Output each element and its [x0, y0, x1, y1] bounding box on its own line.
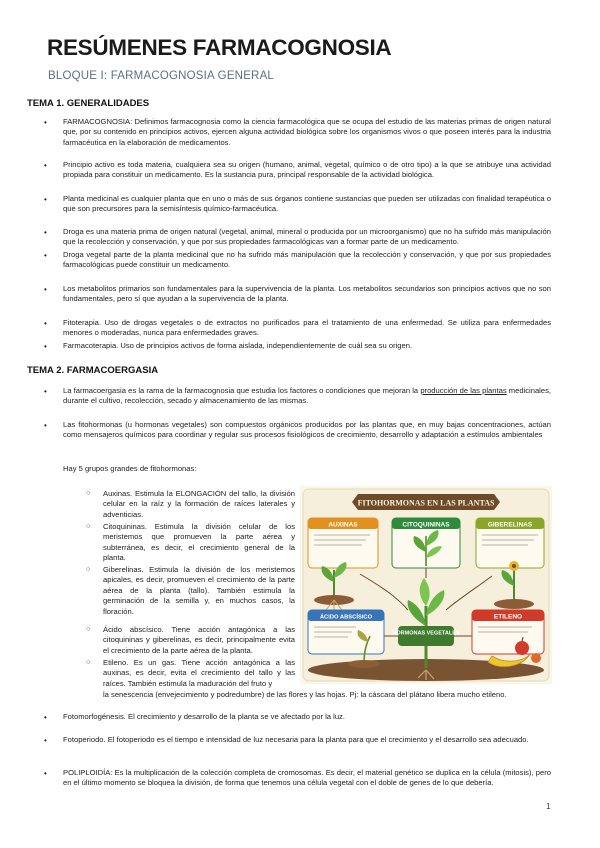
- bullet-marker: •: [44, 118, 47, 127]
- paragraph-principio-activo: Principio activo es toda materia, cualquiera sea su origen (humano, animal, vegetal, químico o de otro tipo) a la que se atribuye una actividad propiada para constituir un medicamento. Es la sustancia pura, principal responsable de la actividad biológica.: [63, 160, 551, 180]
- sub-bullet-marker: ○: [86, 523, 91, 530]
- paragraph-fitoterapia: Fitoterapia. Uso de drogas vegetales o de extractos no purificados para el tratamiento de una enfermedad. Se utiliza para enfermedades menores o moderadas, nunca para enfermedades graves.: [63, 318, 551, 338]
- figure-etileno-label: ETILENO: [493, 613, 523, 621]
- bullet-marker: •: [44, 228, 47, 237]
- sub-bullet-marker: ○: [86, 659, 91, 666]
- bullet-marker: •: [44, 713, 47, 722]
- sub-bullet-marker: ○: [86, 626, 91, 633]
- bullet-marker: •: [44, 195, 47, 204]
- paragraph-farmacoterapia: Farmacoterapia. Uso de principios activos de forma aislada, independientemente de cuál sea su origen.: [63, 341, 413, 350]
- farmacoergasia-underlined: producción de las plantas: [420, 386, 507, 395]
- sub-bullet-marker: ○: [86, 490, 91, 497]
- bullet-marker: •: [44, 161, 47, 170]
- bullet-marker: •: [44, 769, 47, 778]
- fitohormonas-illustration: [300, 486, 552, 684]
- paragraph-fotomorfogenesis: Fotomorfogénesis. El crecimiento y desarrollo de la planta se ve afectado por la luz.: [63, 712, 345, 721]
- bullet-marker: •: [44, 387, 47, 396]
- figure-giberelinas-label: GIBERELINAS: [487, 521, 533, 529]
- paragraph-fotoperiodo: Fotoperiodo. El fotoperiodo es el tiempo e intensidad de luz necesaria para la planta para que el crecimiento y el desarrollo sea adecuado.: [63, 735, 529, 744]
- bullet-marker: •: [44, 285, 47, 294]
- section-heading-tema2: TEMA 2. FARMACOERGASIA: [27, 365, 159, 376]
- document-subtitle: BLOQUE I: FARMACOGNOSIA GENERAL: [48, 70, 275, 82]
- document-title: RESÚMENES FARMACOGNOSIA: [47, 35, 392, 60]
- farmacoergasia-text-a: La farmacoergasia es la rama de la farmacognosia que estudia los factores o condiciones que mejoran la: [63, 386, 421, 395]
- section-heading-tema1: TEMA 1. GENERALIDADES: [27, 98, 150, 109]
- figure-citoquininas-label: CITOQUININAS: [402, 521, 450, 529]
- item-giberelinas: Giberelinas. Estimula la división de los meristemos apicales, es decir, promueven el crecimiento de la parte aérea de la planta (tallo). También estimula la germinación de la semilla y, en muchos casos, la floración.: [103, 565, 295, 616]
- figure-banner: FITOHORMONAS EN LAS PLANTAS: [357, 498, 495, 508]
- paragraph-farmacognosia: FARMACOGNOSIA: Definimos farmacognosia como la ciencia farmacológica que se ocupa del estudio de las materias primas de origen natural que, por su contenido en principios activos, ejercen alguna actividad biológica sobre los organismos vivos o que poseen interés para la industria farmacéutica en la elaboración de medicamentos.: [63, 117, 551, 147]
- item-auxinas: Auxinas. Estimula la ELONGACIÓN del tallo, la división celular en la raíz y la formación de raíces laterales y adventicias.: [103, 489, 295, 519]
- page-number: 1: [546, 802, 551, 811]
- sub-bullet-marker: ○: [86, 566, 91, 573]
- paragraph-droga-vegetal: Droga vegetal parte de la planta medicinal que no ha sufrido más manipulación que la recolección y conservación, y que por sus propiedades farmacológicas puede constituir un medicamento.: [63, 250, 551, 270]
- item-etileno-continued: la senescencia (envejecimiento y podredumbre) de las flores y las hojas. Pj: la cáscara del plátano libera mucho etileno.: [103, 690, 507, 699]
- paragraph-droga: Droga es una materia prima de origen natural (vegetal, animal, mineral o producida por un microorganismo) que no ha sufrido más manipulación que la recolección y conservación, y que por sus propiedades farmacológicas van a formar parte de un medicamento.: [63, 227, 551, 247]
- item-acido-abscisico: Ácido abscísico. Tiene acción antagónica a las citoquininas y giberelinas, es decir, principalmente evita el crecimiento de la parte aérea de la planta.: [103, 625, 295, 655]
- farmacoergasia-text-b: medicinales, durante el cultivo, recolección, secado y almacenamiento de las mismas.: [63, 386, 552, 406]
- bullet-marker: •: [44, 736, 47, 745]
- paragraph-fitohormonas: Las fitohormonas (u hormonas vegetales) son compuestos orgánicos producidos por las plantas que, en muy bajas concentraciones, actúan como mensajeros químicos para coordinar y regular sus procesos fisiológicos de crecimiento, desarrollo y adaptación a estímulos ambientales: [63, 420, 551, 440]
- paragraph-metabolitos: Los metabolitos primarios son fundamentales para la supervivencia de la planta. Los metabolitos secundarios son principios activos que no son fundamentales, pero sí que ayudan a la supervivencia de la planta.: [63, 284, 551, 304]
- bullet-marker: •: [44, 251, 47, 260]
- bullet-marker: •: [44, 342, 47, 351]
- figure-auxinas-label: AUXINAS: [328, 521, 358, 529]
- paragraph-planta-medicinal: Planta medicinal es cualquier planta que en uno o más de sus órganos contiene sustancias que pueden ser utilizadas con finalidad terapéutica o que son precursores para la semisíntesis químico-farmacéutica.: [63, 194, 551, 214]
- item-etileno: Etileno. Es un gas. Tiene acción antagónica a las auxinas, es decir, evita el crecimiento del tallo y las raíces. También estimula la maduración del fruto y: [103, 658, 295, 688]
- bullet-marker: •: [44, 421, 47, 430]
- paragraph-poliploidia: POLIPLOIDÍA: Es la multiplicación de la colección completa de cromosomas. Es decir, el material genético se duplica en la célula (mitosis), pero en el último momento se bloquea la división, de forma que tenemos una célula vegetal con el doble de genes de lo que debería.: [63, 768, 551, 788]
- paragraph-grupos: Hay 5 grupos grandes de fitohormonas:: [63, 464, 197, 473]
- item-citoquininas: Citoquininas. Estimula la división celular de los meristemos que promueven la parte aérea y subterránea, es decir, el crecimiento general de la planta.: [103, 522, 295, 563]
- figure-abscisico-label: ÁCIDO ABSCÍSICO: [319, 614, 373, 621]
- paragraph-farmacoergasia: [63, 386, 551, 407]
- figure-center-label: HORMONAS VEGETALES: [392, 630, 460, 637]
- bullet-marker: •: [44, 319, 47, 328]
